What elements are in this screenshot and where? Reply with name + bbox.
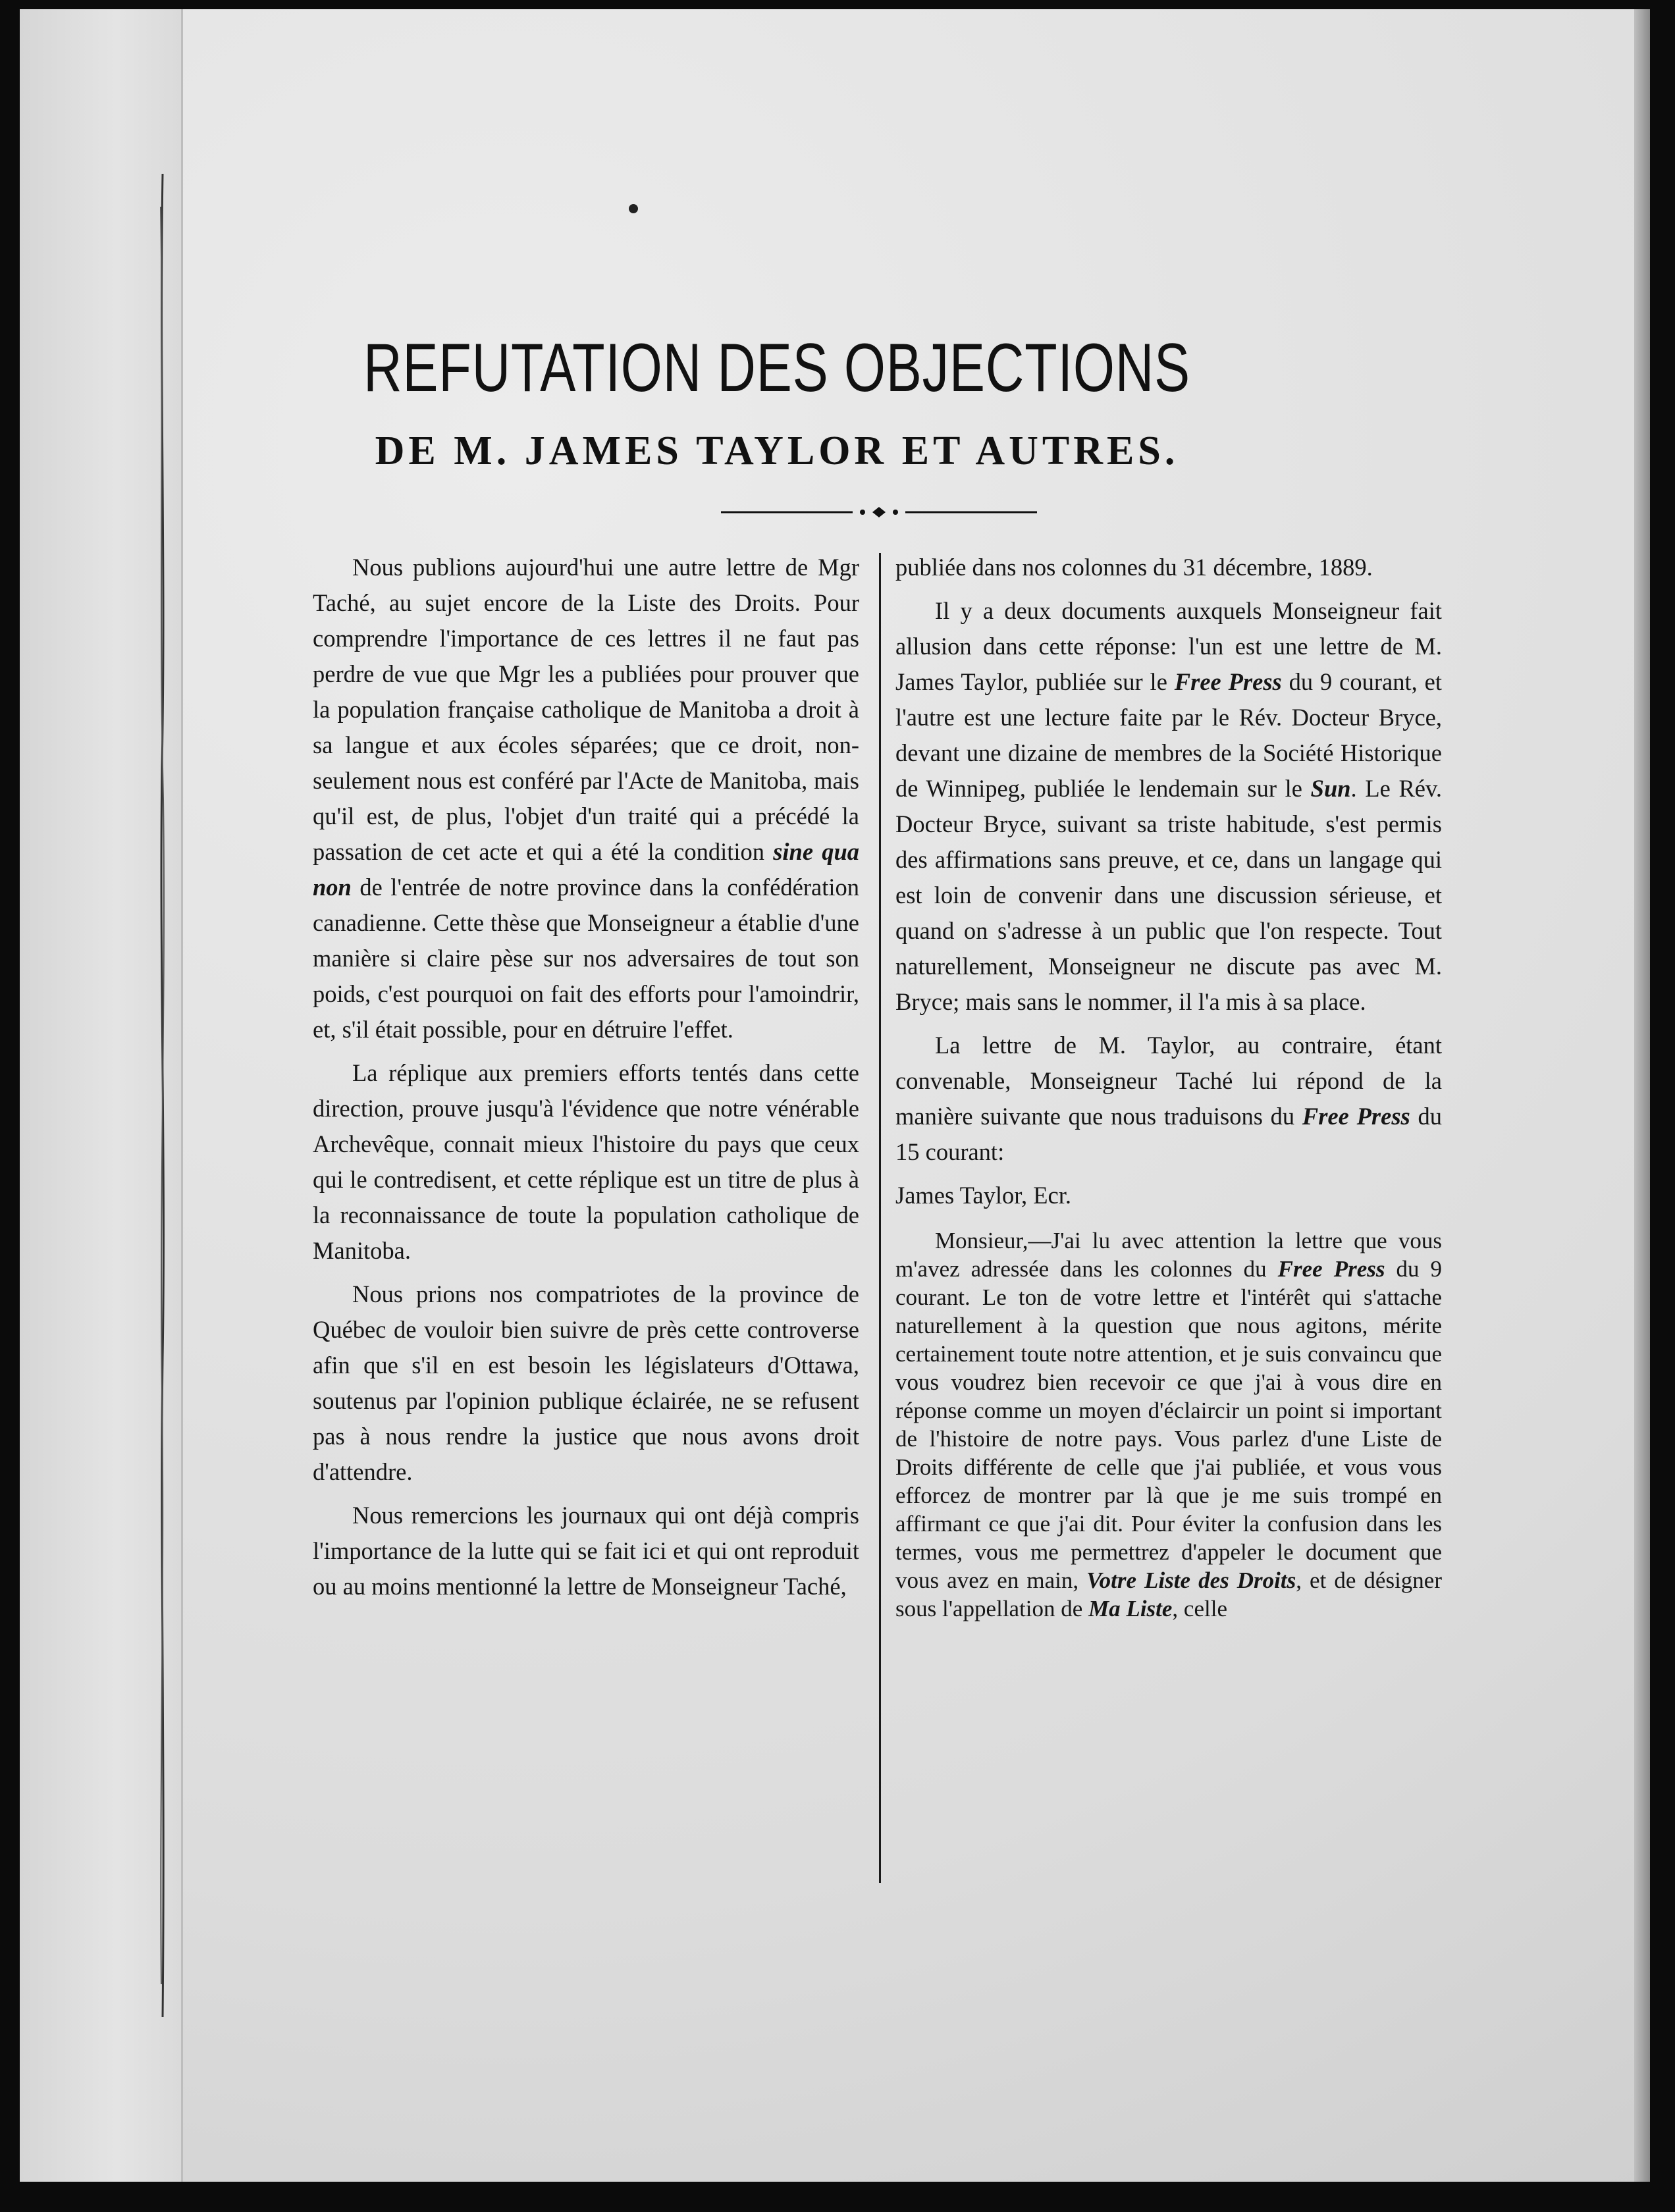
italic-text: Sun	[1310, 775, 1351, 802]
text-run: , et de désigner sous l'appellation de	[895, 1567, 1442, 1621]
italic-text: Free Press	[1277, 1256, 1385, 1282]
text-run: de l'entrée de notre province dans la confédération canadienne. Cette thèse que Monseigneur a établie d'une manière si claire pèse sur nos adversaires de tout son poids, c'est pourquoi on fait des efforts pour l'amoindrir, et, s'il était possible, pour en détruire l'effet.	[313, 874, 859, 1043]
page-subtitle: DE M. JAMES TAYLOR ET AUTRES.	[375, 429, 1179, 473]
salutation: James Taylor, Ecr.	[895, 1182, 1071, 1209]
left-column	[313, 550, 859, 1612]
italic-text: Free Press	[1174, 668, 1282, 695]
text-run: du 15 courant:	[895, 1103, 1443, 1165]
italic-text: Votre Liste des Droits	[1086, 1567, 1296, 1593]
paragraph	[313, 550, 859, 1047]
italic-text: sine qua non	[313, 838, 859, 901]
text-run: du 9 courant, et l'autre est une lecture faite par le Rév. Docteur Bryce, devant une dizaine de membres de la Société Historique de Winnipeg, publiée le lendemain sur le	[895, 668, 1442, 802]
text-run: Il y a deux documents auxquels Monseigneur fait allusion dans cette réponse: l'un est une lettre de M. James Taylor, publiée sur le	[895, 597, 1442, 695]
letter-text	[895, 1226, 1442, 1623]
text-run: Nous publions aujourd'hui une autre lettre de Mgr Taché, au sujet encore de la Liste des Droits. Pour comprendre l'importance de ces lettres il ne faut pas perdre de vue que Mgr les a publiées pour prouver que la population française catholique de Manitoba a droit à sa langue et aux écoles séparées; que ce droit, non-seulement nous est conféré par l'Acte de Manitoba, mais qu'il est, de plus, l'objet d'un traité qui a précédé la passation de cet acte et qui a été la condition	[313, 554, 859, 865]
text-run: La lettre de M. Taylor, au contraire, étant convenable, Monseigneur Taché lui répond de la manière suivante que nous traduisons du	[895, 1032, 1442, 1130]
paragraph	[895, 1028, 1442, 1170]
paragraph: Nous remercions les journaux qui ont déjà compris l'importance de la lutte qui se fait ici et qui ont reproduit ou au moins mentionné la lettre de Monseigneur Taché,	[313, 1502, 859, 1600]
text-run: . Le Rév. Docteur Bryce, suivant sa triste habitude, s'est permis des affirmations sans preuve, et ce, dans un langage qui est loin de convenir dans une discussion sérieuse, et quand on s'adresse à un public que l'on respecte. Tout naturellement, Monseigneur ne discute pas avec M. Bryce; mais sans le nommer, il l'a mis à sa place.	[895, 775, 1443, 1015]
paragraph	[895, 593, 1442, 1020]
page-edge	[1634, 9, 1650, 2182]
paragraph: La réplique aux premiers efforts tentés dans cette direction, prouve jusqu'à l'évidence que notre vénérable Archevêque, connait mieux l'histoire du pays que ceux qui le contredisent, et cette réplique est un titre de plus à la reconnaissance de toute la population catholique de Manitoba.	[313, 1059, 859, 1264]
paragraph: Nous prions nos compatriotes de la province de Québec de vouloir bien suivre de près cette controverse afin que s'il en est besoin les législateurs d'Ottawa, soutenus par l'opinion publique éclairée, ne se refusent pas à nous rendre la justice que nous avons droit d'attendre.	[313, 1280, 859, 1485]
print-dot	[629, 204, 638, 213]
text-run: Monsieur,—J'ai lu avec attention la lettre que vous m'avez adressée dans les colonnes du	[895, 1228, 1442, 1282]
right-column	[895, 550, 1442, 1631]
binding-thread	[158, 174, 167, 2017]
italic-text: Ma Liste	[1088, 1596, 1173, 1621]
ornamental-rule	[721, 506, 1037, 519]
binding-margin	[20, 9, 183, 2182]
column-divider	[879, 553, 881, 1883]
paragraph: publiée dans nos colonnes du 31 décembre, 1889.	[895, 554, 1373, 581]
page-title: REFUTATION DES OBJECTIONS	[363, 330, 1190, 406]
text-run: , celle	[1172, 1596, 1227, 1621]
text-run: du 9 courant. Le ton de votre lettre et l'intérêt qui s'attache naturellement à la question que nous agitons, mérite certainement toute notre attention, et je suis convaincu que vous voudrez bien recevoir ce que j'ai à vous dire en réponse comme un moyen d'éclaircir un point si important de l'histoire de notre pays. Vous parlez d'une Liste de Droits différente de celle que j'ai publiée, et vous vous efforcez de montrer par là que je me suis trompé en affirmant ce que j'ai dit. Pour éviter la confusion dans les termes, vous me permettrez d'appeler le document que vous avez en main,	[895, 1256, 1443, 1593]
italic-text: Free Press	[1302, 1103, 1410, 1130]
